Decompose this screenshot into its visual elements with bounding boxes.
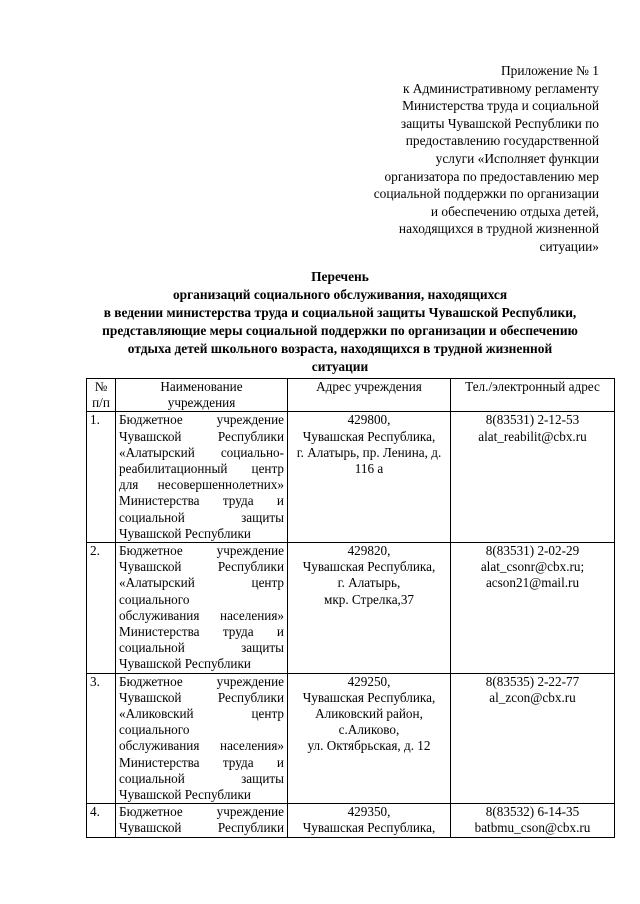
- contact-cell: [451, 804, 615, 837]
- address-line: 429800,: [347, 412, 391, 428]
- title-line: организаций социального обслуживания, находящихся: [172, 287, 508, 302]
- address-line: Аликовский район,: [315, 706, 423, 722]
- address-cell: [288, 543, 451, 674]
- address-cell: [288, 412, 451, 543]
- row-number: 2.: [87, 543, 116, 674]
- org-name-line: «Алатырский центр: [119, 575, 284, 591]
- header-num-line: №: [94, 379, 108, 394]
- contact-cell: [451, 673, 615, 804]
- header-name: [116, 379, 288, 412]
- appendix-line: Приложение № 1: [500, 63, 599, 78]
- address-line: 429250,: [347, 673, 391, 689]
- address-line: с.Аликово,: [338, 722, 400, 738]
- table-header-row: [87, 379, 615, 412]
- address-line: 116 а: [354, 461, 384, 477]
- org-name-line: социальной защиты: [119, 770, 284, 786]
- title-line: отдыха детей школьного возраста, находящихся в трудной жизненной: [127, 341, 553, 356]
- org-name-line: Чувашской Республики: [119, 525, 251, 541]
- title-line: ситуации: [311, 359, 369, 374]
- email: alat_reabilit@cbx.ru: [478, 428, 587, 444]
- address-line: г. Алатырь, пр. Ленина, д.: [296, 444, 442, 460]
- appendix-line: к Административному регламенту: [402, 80, 599, 96]
- appendix-note: [299, 62, 599, 256]
- email: acson21@mail.ru: [485, 575, 580, 591]
- appendix-line: ситуации»: [539, 238, 599, 254]
- org-name-line: Министерства труда и: [119, 754, 284, 770]
- org-name-line: социальной защиты: [119, 640, 284, 656]
- org-name-line: Чувашской Республики: [119, 656, 251, 672]
- org-name-cell: [116, 804, 288, 837]
- appendix-line: Министерства труда и социальной: [402, 98, 599, 114]
- address-line: 429350,: [347, 804, 391, 820]
- table-row: [87, 673, 615, 804]
- org-name-cell: [116, 673, 288, 804]
- org-name-line: Чувашской Республики: [119, 559, 284, 575]
- address-line: Чувашская Республика,: [302, 689, 436, 705]
- org-name-line: Бюджетное учреждение: [119, 673, 284, 689]
- contact-cell: [451, 412, 615, 543]
- appendix-line: социальной поддержки по организации: [373, 186, 599, 202]
- appendix-line: организатора по предоставлению мер: [384, 168, 599, 184]
- org-name-line: социального: [119, 722, 190, 738]
- org-name-line: обслуживания населения»: [119, 738, 284, 754]
- row-number: 4.: [87, 804, 116, 837]
- address-line: г. Алатырь,: [337, 575, 401, 591]
- email: al_zcon@cbx.ru: [489, 689, 576, 705]
- address-line: ул. Октябрьская, д. 12: [307, 738, 431, 754]
- org-name-line: Чувашской Республики: [119, 689, 284, 705]
- org-name-line: Бюджетное учреждение: [119, 412, 284, 428]
- org-name-line: социального: [119, 591, 190, 607]
- header-name-line: Наименование: [160, 379, 243, 394]
- org-name-line: Бюджетное учреждение: [119, 543, 284, 559]
- table-row: [87, 543, 615, 674]
- phone: 8(83532) 6-14-35: [485, 804, 580, 820]
- org-name-cell: [116, 412, 288, 543]
- title-line: в ведении министерства труда и социальной защиты Чувашской Республики,: [103, 305, 577, 320]
- header-num-line: п/п: [92, 395, 110, 411]
- email: alat_csonr@cbx.ru;: [480, 559, 585, 575]
- phone: 8(83531) 2-12-53: [485, 412, 580, 428]
- org-name-line: социальной защиты: [119, 509, 284, 525]
- table-row: [87, 412, 615, 543]
- phone: 8(83535) 2-22-77: [485, 673, 580, 689]
- address-cell: [288, 804, 451, 837]
- header-address: Адрес учреждения: [288, 379, 451, 412]
- phone: 8(83531) 2-02-29: [485, 543, 580, 559]
- title-line: представляющие меры социальной поддержки по организации и обеспечению: [102, 323, 578, 338]
- address-line: Чувашская Республика,: [302, 559, 436, 575]
- table-row: [87, 804, 615, 837]
- org-name-line: Чувашской Республики: [119, 428, 284, 444]
- org-name-line: Бюджетное учреждение: [119, 804, 284, 820]
- org-name-line: «Аликовский центр: [119, 706, 284, 722]
- organizations-table: [86, 378, 615, 838]
- org-name-line: для несовершеннолетних»: [119, 477, 284, 493]
- org-name-line: «Алатырский социально-: [119, 444, 284, 460]
- org-name-line: Министерства труда и: [119, 624, 284, 640]
- appendix-line: находящихся в трудной жизненной: [398, 221, 599, 237]
- address-line: Чувашская Республика,: [302, 820, 436, 836]
- email: batbmu_cson@cbx.ru: [474, 820, 591, 836]
- row-number: 1.: [87, 412, 116, 543]
- header-name-line: учреждения: [167, 395, 236, 411]
- header-contact: Тел./электронный адрес: [451, 379, 615, 412]
- appendix-line: предоставлению государственной: [405, 133, 599, 149]
- org-name-line: Чувашской Республики: [119, 787, 251, 803]
- org-name-cell: [116, 543, 288, 674]
- appendix-line: услуги «Исполняет функции: [435, 150, 599, 166]
- contact-cell: [451, 543, 615, 674]
- appendix-line: и обеспечению отдыха детей,: [430, 203, 599, 219]
- title-line: Перечень: [311, 269, 369, 284]
- org-name-line: Чувашской Республики: [119, 820, 284, 836]
- row-number: 3.: [87, 673, 116, 804]
- address-line: 429820,: [347, 543, 391, 559]
- org-name-line: Министерства труда и: [119, 493, 284, 509]
- address-line: Чувашская Республика,: [302, 428, 436, 444]
- address-cell: [288, 673, 451, 804]
- document-title: [60, 268, 620, 376]
- appendix-line: защиты Чувашской Республики по: [400, 115, 599, 131]
- header-num: [87, 379, 116, 412]
- org-name-line: обслуживания населения»: [119, 607, 284, 623]
- address-line: мкр. Стрелка,37: [323, 591, 415, 607]
- org-name-line: реабилитационный центр: [119, 461, 284, 477]
